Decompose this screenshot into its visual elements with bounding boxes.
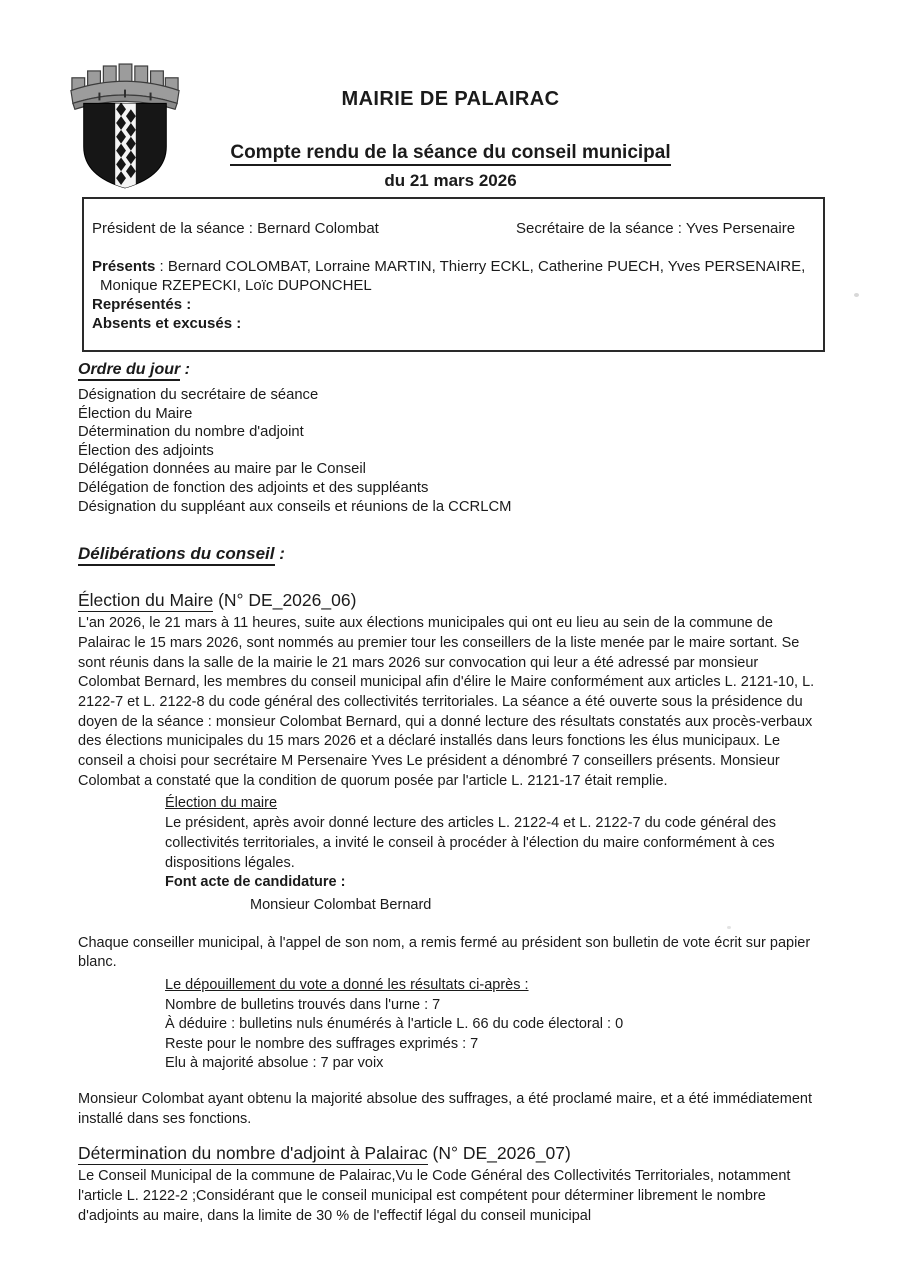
section-title-text: Détermination du nombre d'adjoint à Palairac [78, 1143, 428, 1164]
section-title-ref: (N° DE_2026_06) [213, 590, 357, 611]
scan-artifact [727, 926, 731, 929]
ballot-paragraph: Chaque conseiller municipal, à l'appel de son nom, a remis fermé au président son bulletin de vote écrit sur papier blanc. [78, 934, 811, 971]
agenda-heading-colon: : [180, 361, 191, 378]
agenda-item: Désignation du suppléant aux conseils et réunions de la CCRLCM [78, 498, 512, 515]
agenda-item: Élection du Maire [78, 405, 193, 422]
document-subtitle [78, 142, 823, 164]
results-block [165, 976, 823, 1074]
result-line: Elu à majorité absolue : 7 par voix [165, 1055, 384, 1072]
adjoints-paragraph: Le Conseil Municipal de la commune de Palairac,Vu le Code Général des Collectivités Territoriales, notamment l'article L. 2122-2 ;Considérant que le conseil municipal est compétent pour déterminer librement le nombre d'adjoints au maire, dans la limite de 30 % de l'effectif légal du conseil municipal [78, 1168, 791, 1224]
agenda-item: Délégation données au maire par le Conseil [78, 461, 366, 478]
candidate-name: Monsieur Colombat Bernard [250, 897, 432, 913]
agenda-item: Désignation du secrétaire de séance [78, 387, 319, 403]
section-title-text: Élection du Maire [78, 590, 214, 611]
represented-line: Représentés : [92, 296, 192, 313]
candidature-label: Font acte de candidature : [165, 874, 346, 891]
presents-line [92, 257, 815, 276]
attendance-block [92, 257, 815, 333]
agenda-list [78, 386, 823, 516]
roles-row [92, 219, 815, 238]
deliberations-heading-text: Délibérations du conseil [78, 544, 275, 566]
results-heading: Le dépouillement du vote a donné les résultats ci-après : [165, 977, 529, 994]
result-line: À déduire : bulletins nuls énumérés à l'article L. 66 du code électoral : 0 [165, 1016, 624, 1033]
page-title: MAIRIE DE PALAIRAC [341, 88, 560, 110]
presents-continuation: Monique RZEPECKI, Loïc DUPONCHEL [100, 277, 372, 294]
agenda-item: Élection des adjoints [78, 442, 214, 459]
president-line: Président de la séance : Bernard Colombat [92, 220, 379, 237]
election-paragraph: L'an 2026, le 21 mars à 11 heures, suite aux élections municipales qui ont eu lieu au sein de la commune de Palairac le 15 mars 2026, sont nommés au premier tour les conseillers de la liste menée par le maire sortant. Se sont réunis dans la salle de la mairie le 21 mars 2026 sur convocation qui leur a été adressé par monsieur Colombat Bernard, les membres du conseil municipal afin d'élire le Maire conformément aux articles L. 2121-10, L. 2122-7 et L. 2122-8 du code général des collectivités territoriales. La séance a été ouverte sous la présidence du doyen de la séance : monsieur Colombat Bernard, qui a donné lecture des résultats constatés aux procès-verbaux des élections municipales du 15 mars 2026 et a déclaré installés dans leurs fonctions les élus municipaux. Le conseil a choisi pour secrétaire M Persenaire Yves Le président a dénombré 7 conseillers présents. Monsieur Colombat a constaté que la condition de quorum posée par l'article L. 2121-17 était remplie. [78, 615, 815, 789]
section-title-election-maire [78, 590, 823, 611]
election-sub-paragraph: Le président, après avoir donné lecture des articles L. 2122-4 et L. 2122-7 du code général des collectivités territoriales, a invité le conseil à procéder à l'élection du maire conformément à ces dispositions légales. [165, 815, 777, 871]
section-title-ref: (N° DE_2026_07) [427, 1143, 571, 1164]
absents-line: Absents et excusés : [92, 315, 242, 332]
deliberations-heading [78, 544, 823, 564]
election-sub-block [165, 794, 823, 893]
session-date: du 21 mars 2026 [384, 171, 517, 190]
subtitle-text: Compte rendu de la séance du conseil municipal [230, 142, 670, 166]
presents-names: : Bernard COLOMBAT, Lorraine MARTIN, Thierry ECKL, Catherine PUECH, Yves PERSENAIRE, [155, 258, 806, 275]
presents-label: Présents [92, 258, 156, 275]
section-title-adjoints [78, 1143, 823, 1164]
agenda-heading-text: Ordre du jour [78, 361, 180, 381]
session-info-box [82, 197, 825, 352]
agenda-heading [78, 361, 823, 379]
deliberations-heading-colon: : [274, 544, 285, 564]
document-header [78, 0, 823, 197]
result-line: Reste pour le nombre des suffrages exprimés : 7 [165, 1035, 479, 1052]
agenda-item: Détermination du nombre d'adjoint [78, 424, 304, 441]
result-line: Nombre de bulletins trouvés dans l'urne : 7 [165, 996, 441, 1013]
agenda-item: Délégation de fonction des adjoints et des suppléants [78, 479, 429, 496]
scan-artifact [854, 293, 859, 297]
secretary-line: Secrétaire de la séance : Yves Persenaire [516, 220, 796, 237]
election-conclusion: Monsieur Colombat ayant obtenu la majorité absolue des suffrages, a été proclamé maire, et a été immédiatement installé dans ses fonctions. [78, 1091, 812, 1127]
election-sub-heading: Élection du maire [165, 795, 278, 812]
